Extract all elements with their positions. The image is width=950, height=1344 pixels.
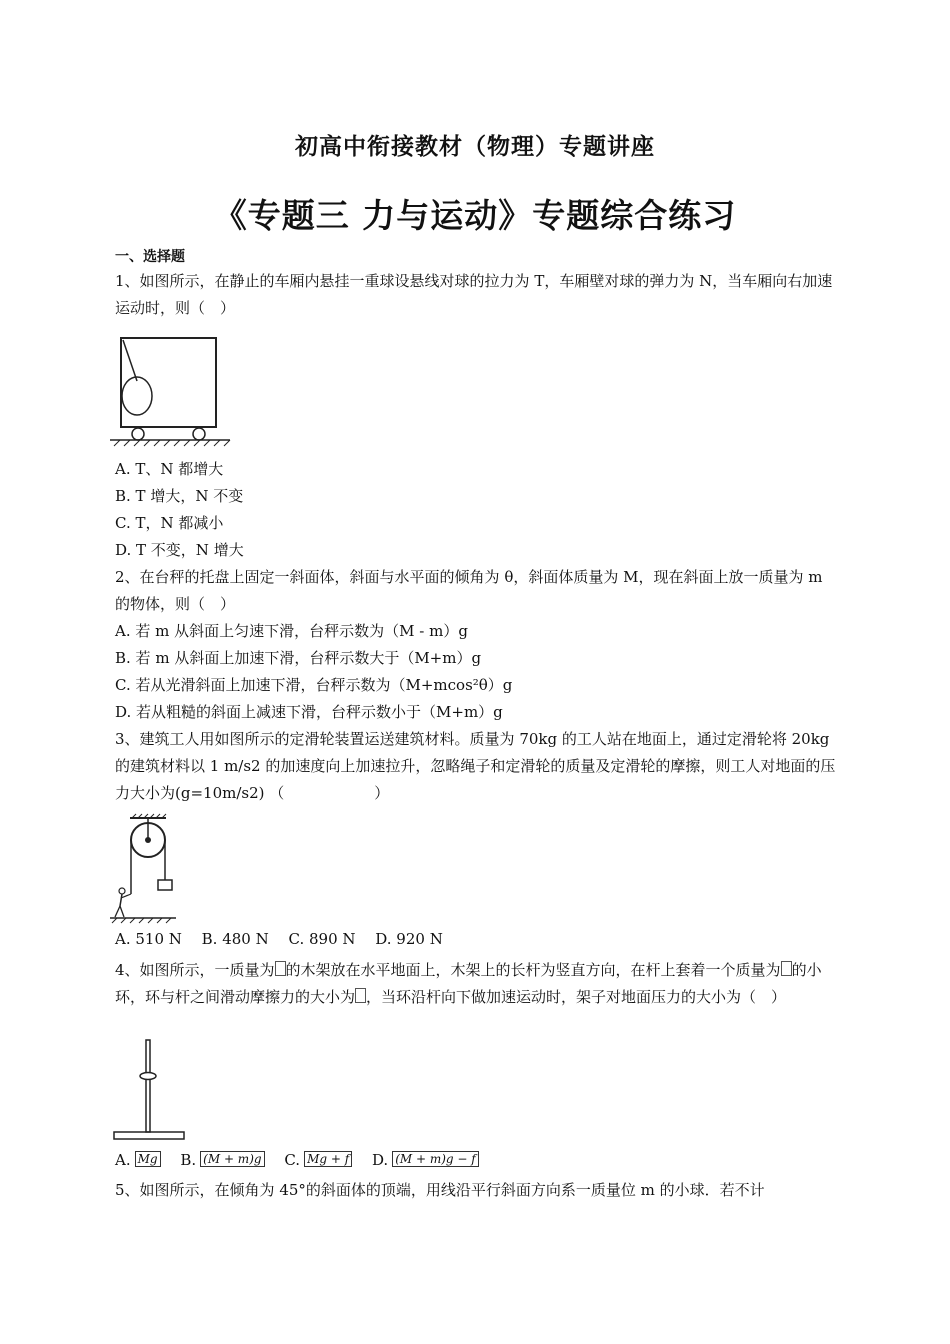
math-placeholder-icon bbox=[275, 961, 286, 976]
q4-option-d-expr: (M + m)g − f bbox=[392, 1151, 479, 1167]
question-3-text: 3、建筑工人用如图所示的定滑轮装置运送建筑材料。质量为 70kg 的工人站在地面上，通过定滑轮将 20kg 的建筑材料以 1 m/s2 的加速度向上加速拉升，忽略绳子和定滑轮的质量及定滑轮的摩擦，则工人对地面的压力大小为(g=10m/s2) （ ） bbox=[115, 730, 836, 802]
math-placeholder-icon bbox=[781, 961, 792, 976]
q1-option-a: A. T、N 都增大 bbox=[115, 460, 224, 478]
document-title: 初高中衔接教材（物理）专题讲座 bbox=[295, 134, 655, 160]
question-1-text: 1、如图所示，在静止的车厢内悬挂一重球设悬线对球的拉力为 T，车厢壁对球的弹力为 N，当车厢向右加速运动时，则（ ） bbox=[115, 272, 833, 317]
q4-figure-wooden-frame bbox=[112, 1040, 188, 1142]
q1-figure-railcar bbox=[110, 336, 235, 446]
math-placeholder-icon bbox=[355, 988, 366, 1003]
document-subtitle: 《专题三 力与运动》专题综合练习 bbox=[213, 196, 737, 235]
question-4-text: 4、如图所示，一质量为 的木架放在水平地面上，木架上的长杆为竖直方向，在杆上套着一个质量为 的小环，环与杆之间滑动摩擦力的大小为 ，当环沿杆向下做加速运动时，架子对地面压力的大小为（ ） bbox=[115, 961, 822, 1006]
q2-option-d: D. 若从粗糙的斜面上减速下滑，台秤示数小于（M+m）g bbox=[115, 703, 503, 721]
q4-option-c-expr: Mg + f bbox=[304, 1151, 352, 1167]
q1-option-c: C. T，N 都减小 bbox=[115, 514, 224, 532]
q1-option-d: D. T 不变，N 增大 bbox=[115, 541, 244, 559]
q3-figure-pulley bbox=[110, 814, 180, 924]
q2-option-b: B. 若 m 从斜面上加速下滑，台秤示数大于（M+m）g bbox=[115, 649, 482, 667]
question-2-text: 2、在台秤的托盘上固定一斜面体，斜面与水平面的倾角为 θ，斜面体质量为 M，现在斜面上放一质量为 m 的物体，则（ ） bbox=[115, 568, 823, 613]
section-heading: 一、选择题 bbox=[115, 249, 185, 265]
q3-options: A. 510 N B. 480 N C. 890 N D. 920 N bbox=[115, 930, 443, 948]
question-5-text: 5、如图所示，在倾角为 45°的斜面体的顶端，用线沿平行斜面方向系一质量位 m 的小球．若不计 bbox=[115, 1181, 765, 1199]
q4-option-a-expr: Mg bbox=[135, 1151, 161, 1167]
q4-option-b-expr: (M + m)g bbox=[200, 1151, 264, 1167]
q2-option-a: A. 若 m 从斜面上匀速下滑，台秤示数为（M - m）g bbox=[115, 622, 468, 640]
q4-options: A. Mg B. (M + m)g C. Mg + f D. (M + m)g − f bbox=[115, 1147, 479, 1174]
q1-option-b: B. T 增大，N 不变 bbox=[115, 487, 244, 505]
q2-option-c: C. 若从光滑斜面上加速下滑，台秤示数为（M+mcos²θ）g bbox=[115, 676, 513, 694]
